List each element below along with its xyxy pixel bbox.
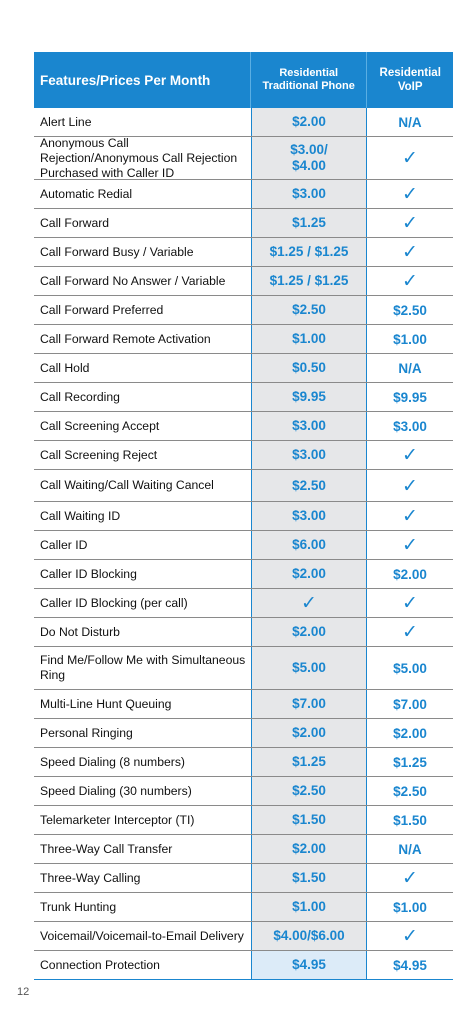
checkmark-icon: ✓: [402, 241, 418, 263]
voip-price: $2.00: [393, 566, 427, 582]
checkmark-icon: ✓: [402, 270, 418, 292]
traditional-price: $2.50: [251, 296, 367, 324]
checkmark-icon: ✓: [402, 147, 418, 169]
checkmark-icon: ✓: [402, 621, 418, 643]
feature-name: Do Not Disturb: [40, 624, 120, 639]
table-row: [34, 777, 453, 806]
voip-price: $3.00: [393, 418, 427, 434]
table-row: [34, 296, 453, 325]
header-traditional: Residential Traditional Phone: [250, 52, 366, 108]
feature-name: Speed Dialing (8 numbers): [40, 754, 185, 769]
traditional-price: $3.00: [251, 502, 367, 530]
traditional-price: $2.00: [251, 108, 367, 136]
header-features: Features/Prices Per Month: [40, 72, 211, 88]
checkmark-icon: [367, 209, 453, 237]
table-row: [34, 589, 453, 618]
traditional-price: $1.00: [251, 325, 367, 353]
feature-name: Call Waiting/Call Waiting Cancel: [40, 478, 214, 492]
traditional-price: $4.95: [251, 951, 367, 979]
table-row: [34, 922, 453, 951]
table-row: [34, 618, 453, 647]
traditional-price: $0.50: [251, 354, 367, 382]
voip-price: N/A: [398, 360, 422, 376]
traditional-price: $4.00/$6.00: [251, 922, 367, 950]
traditional-price: $1.50: [251, 806, 367, 834]
table-row: [34, 690, 453, 719]
table-row: [34, 719, 453, 748]
feature-name: Anonymous Call Rejection/Anonymous Call Rejection Purchased with Caller ID: [40, 135, 238, 180]
checkmark-icon: [367, 589, 453, 617]
checkmark-icon: ✓: [402, 534, 418, 556]
feature-name: Trunk Hunting: [40, 899, 117, 914]
traditional-price: $2.50: [251, 777, 367, 805]
feature-name: Telemarketer Interceptor (TI): [40, 812, 195, 827]
table-row: [34, 412, 453, 441]
voip-price: $4.95: [393, 957, 427, 973]
table-row: [34, 108, 453, 137]
feature-name: Call Screening Accept: [40, 418, 160, 433]
voip-price: $1.00: [393, 331, 427, 347]
table-row: [34, 238, 453, 267]
traditional-price: $1.25 / $1.25: [251, 238, 367, 266]
feature-name: Automatic Redial: [40, 186, 133, 201]
table-row: [34, 441, 453, 470]
checkmark-icon: [367, 137, 453, 179]
checkmark-icon: ✓: [301, 592, 317, 614]
checkmark-icon: [251, 589, 367, 617]
checkmark-icon: ✓: [402, 505, 418, 527]
voip-price: N/A: [398, 114, 422, 130]
feature-name: Caller ID Blocking (per call): [40, 595, 188, 610]
traditional-price: $1.25 / $1.25: [251, 267, 367, 295]
checkmark-icon: [367, 238, 453, 266]
table-row: [34, 560, 453, 589]
voip-price: $1.25: [393, 754, 427, 770]
checkmark-icon: [367, 922, 453, 950]
checkmark-icon: [367, 531, 453, 559]
traditional-price: $2.00: [251, 835, 367, 863]
checkmark-icon: [367, 441, 453, 469]
checkmark-icon: ✓: [402, 183, 418, 205]
table-row: [34, 864, 453, 893]
table-row: [34, 835, 453, 864]
table-row: [34, 383, 453, 412]
header-voip: Residential VoIP: [366, 52, 453, 108]
checkmark-icon: ✓: [402, 444, 418, 466]
traditional-price: $9.95: [251, 383, 367, 411]
table-row: [34, 180, 453, 209]
table-header: [34, 52, 453, 108]
voip-price: $9.95: [393, 389, 427, 405]
table-body: [34, 108, 453, 980]
voip-price: $7.00: [393, 696, 427, 712]
feature-name: Speed Dialing (30 numbers): [40, 783, 192, 798]
voip-price: $2.50: [393, 783, 427, 799]
feature-name: Three-Way Call Transfer: [40, 841, 173, 856]
voip-price: N/A: [398, 841, 422, 857]
voip-price: $2.00: [393, 725, 427, 741]
table-row: [34, 647, 453, 690]
feature-name: Connection Protection: [40, 957, 160, 972]
table-row: [34, 531, 453, 560]
feature-name: Call Forward No Answer / Variable: [40, 273, 226, 288]
feature-name: Call Screening Reject: [40, 447, 158, 462]
traditional-price: $5.00: [251, 647, 367, 689]
checkmark-icon: [367, 180, 453, 208]
checkmark-icon: ✓: [402, 474, 418, 497]
feature-name: Call Forward: [40, 215, 110, 230]
feature-name: Call Forward Preferred: [40, 302, 164, 317]
traditional-price: $3.00: [251, 412, 367, 440]
checkmark-icon: ✓: [402, 592, 418, 614]
feature-name: Find Me/Follow Me with Simultaneous Ring: [40, 653, 246, 682]
feature-name: Caller ID Blocking: [40, 566, 137, 581]
feature-name: Call Forward Remote Activation: [40, 331, 211, 346]
table-row: [34, 893, 453, 922]
checkmark-icon: [367, 502, 453, 530]
traditional-price: $2.50: [251, 470, 367, 501]
checkmark-icon: [367, 267, 453, 295]
traditional-price: $2.00: [251, 618, 367, 646]
traditional-price: $3.00/ $4.00: [251, 137, 367, 179]
feature-name: Alert Line: [40, 114, 92, 129]
checkmark-icon: [367, 864, 453, 892]
traditional-price: $1.00: [251, 893, 367, 921]
table-row: [34, 748, 453, 777]
checkmark-icon: [367, 470, 453, 501]
feature-name: Call Waiting ID: [40, 508, 121, 523]
traditional-price: $7.00: [251, 690, 367, 718]
checkmark-icon: ✓: [402, 867, 418, 889]
checkmark-icon: ✓: [402, 925, 418, 947]
voip-price: $1.00: [393, 899, 427, 915]
traditional-price: $1.25: [251, 748, 367, 776]
table-row: [34, 470, 453, 502]
voip-price: $2.50: [393, 302, 427, 318]
traditional-price: $3.00: [251, 441, 367, 469]
table-row: [34, 325, 453, 354]
checkmark-icon: ✓: [402, 212, 418, 234]
table-row: [34, 502, 453, 531]
table-row: [34, 354, 453, 383]
traditional-price: $1.50: [251, 864, 367, 892]
feature-name: Personal Ringing: [40, 725, 133, 740]
checkmark-icon: [367, 618, 453, 646]
traditional-price: $6.00: [251, 531, 367, 559]
voip-price: $5.00: [393, 660, 427, 676]
table-row: [34, 267, 453, 296]
traditional-price: $1.25: [251, 209, 367, 237]
pricing-table: [34, 52, 453, 980]
feature-name: Multi-Line Hunt Queuing: [40, 696, 172, 711]
table-row: [34, 951, 453, 980]
table-row: [34, 806, 453, 835]
feature-name: Call Forward Busy / Variable: [40, 244, 194, 259]
traditional-price: $2.00: [251, 560, 367, 588]
page-number: 12: [17, 986, 30, 998]
table-row: [34, 209, 453, 238]
feature-name: Caller ID: [40, 537, 88, 552]
traditional-price: $3.00: [251, 180, 367, 208]
feature-name: Call Hold: [40, 360, 90, 375]
traditional-price: $2.00: [251, 719, 367, 747]
feature-name: Call Recording: [40, 389, 120, 404]
feature-name: Three-Way Calling: [40, 870, 141, 885]
table-row: [34, 137, 453, 180]
voip-price: $1.50: [393, 812, 427, 828]
feature-name: Voicemail/Voicemail-to-Email Delivery: [40, 928, 244, 943]
